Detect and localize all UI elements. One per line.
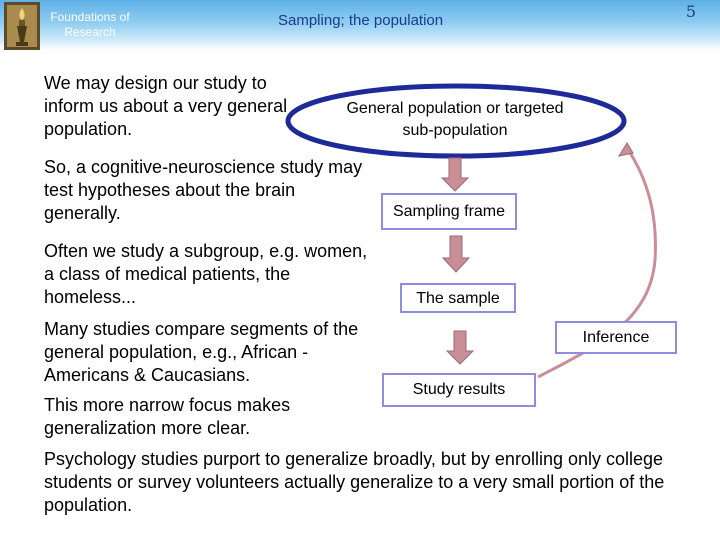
study-results-box: Study results <box>382 373 536 407</box>
inference-box: Inference <box>555 321 677 354</box>
arrow-sample-to-results <box>447 331 473 364</box>
sampling-frame-box: Sampling frame <box>381 193 517 230</box>
paragraph-general-population: We may design our study to inform us about a very general population. <box>44 73 288 139</box>
paragraph-narrow-focus: This more narrow focus makes generalization more clear. <box>44 395 291 438</box>
population-label: General population or targeted sub-population <box>346 100 564 139</box>
paragraph-psychology-studies: Psychology studies purport to generalize broadly, but by enrolling only college students or survey volunteers actually generalize to a very small portion of the population. <box>44 449 665 515</box>
paragraph-subgroup: Often we study a subgroup, e.g. women, a class of medical patients, the homeless... <box>44 241 368 307</box>
slide-title: Sampling; the population <box>278 12 444 29</box>
paragraph-segments: Many studies compare segments of the general population, e.g., African -Americans & Caucasians. <box>44 319 359 385</box>
arrow-population-to-frame <box>442 158 468 191</box>
slide-number: 5 <box>685 2 696 21</box>
paragraph-neuroscience: So, a cognitive-neuroscience study may test hypotheses about the brain generally. <box>44 157 363 223</box>
course-title: Foundations of Research <box>50 10 130 39</box>
sample-box: The sample <box>400 283 516 313</box>
arrow-frame-to-sample <box>443 236 469 272</box>
